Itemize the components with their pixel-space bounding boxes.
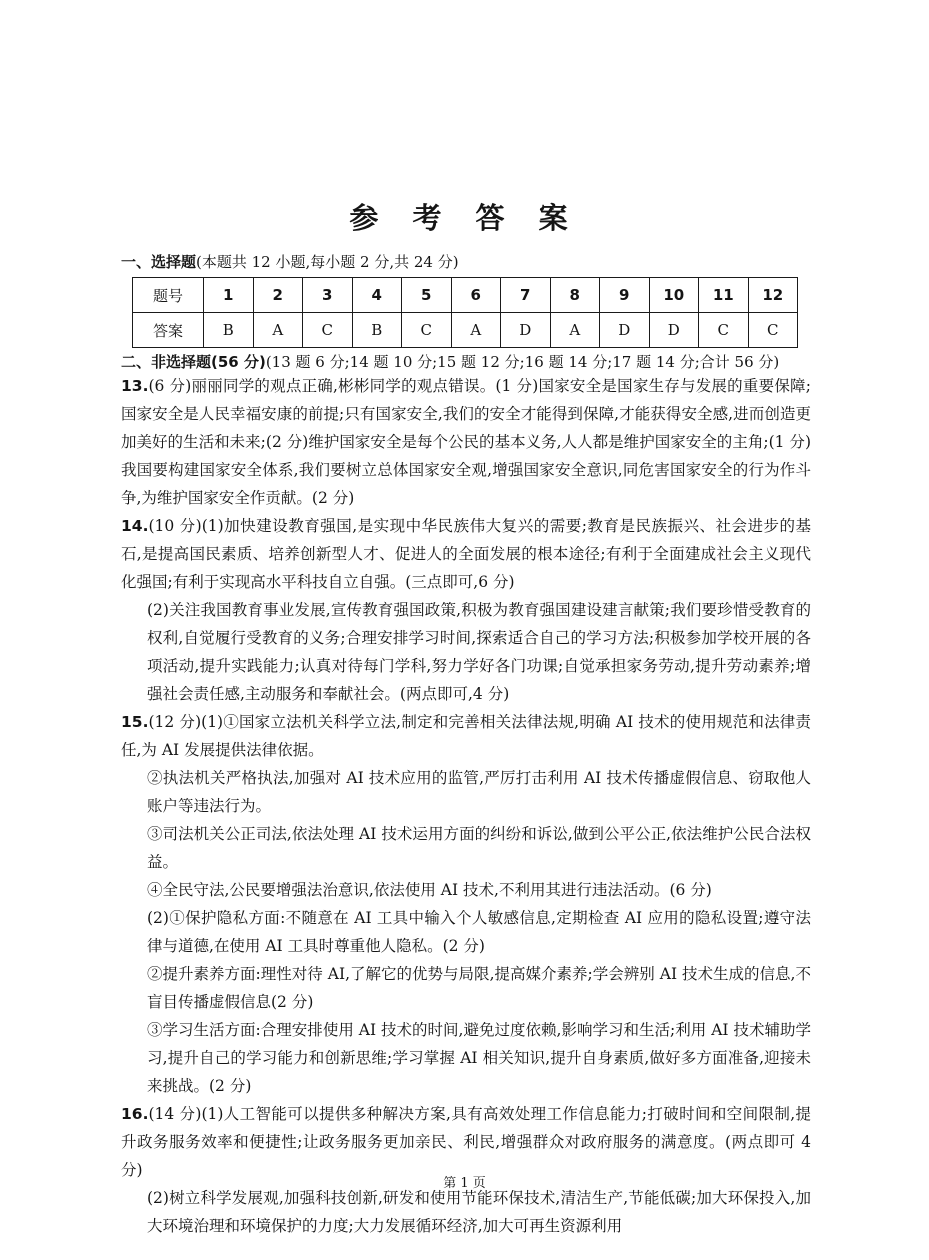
answer-sub-paragraph bbox=[121, 596, 811, 708]
answer-text: ②提升素养方面:理性对待 AI,了解它的优势与局限,提高媒介素养;学会辨别 AI 技术生成的信息,不盲目传播虚假信息(2 分) bbox=[147, 965, 811, 1011]
answer-cell: C bbox=[402, 313, 452, 348]
question-number-cell: 12 bbox=[748, 278, 798, 313]
question-answer-paragraph bbox=[121, 512, 811, 596]
answer-sub-paragraph bbox=[121, 960, 811, 1016]
answer-text: ④全民守法,公民要增强法治意识,依法使用 AI 技术,不利用其进行违法活动。(6 分) bbox=[147, 881, 712, 899]
question-number-cell: 7 bbox=[501, 278, 551, 313]
answer-cell: D bbox=[600, 313, 650, 348]
question-number: 14. bbox=[121, 517, 149, 535]
answer-cell: A bbox=[451, 313, 501, 348]
answer-sub-paragraph bbox=[121, 876, 811, 904]
question-number: 16. bbox=[121, 1105, 149, 1123]
answer-text: (12 分)(1)①国家立法机关科学立法,制定和完善相关法律法规,明确 AI 技术的使用规范和法律责任,为 AI 发展提供法律依据。 bbox=[121, 713, 811, 759]
answer-sub-paragraph bbox=[121, 820, 811, 876]
answer-body bbox=[121, 372, 811, 1240]
answer-cell: B bbox=[352, 313, 402, 348]
answer-row bbox=[133, 313, 798, 348]
question-number-cell: 8 bbox=[550, 278, 600, 313]
answer-table bbox=[132, 277, 798, 348]
question-number-row bbox=[133, 278, 798, 313]
answer-cell: D bbox=[501, 313, 551, 348]
section-2-heading bbox=[121, 351, 779, 372]
question-number-cell: 9 bbox=[600, 278, 650, 313]
page-number: 第 1 页 bbox=[443, 1176, 486, 1191]
question-number-cell: 2 bbox=[253, 278, 303, 313]
question-answer-paragraph bbox=[121, 708, 811, 764]
section-1-note: (本题共 12 小题,每小题 2 分,共 24 分) bbox=[196, 253, 459, 271]
answer-cell: B bbox=[204, 313, 254, 348]
row-label-number: 题号 bbox=[133, 278, 204, 313]
question-number-cell: 11 bbox=[699, 278, 749, 313]
question-number-cell: 5 bbox=[402, 278, 452, 313]
question-number-cell: 3 bbox=[303, 278, 353, 313]
row-label-answer: 答案 bbox=[133, 313, 204, 348]
answer-cell: C bbox=[748, 313, 798, 348]
question-number: 15. bbox=[121, 713, 149, 731]
answer-sub-paragraph bbox=[121, 1184, 811, 1240]
answer-cell: C bbox=[303, 313, 353, 348]
answer-sub-paragraph bbox=[121, 904, 811, 960]
section-1-title: 一、选择题 bbox=[121, 253, 197, 271]
answer-sub-paragraph bbox=[121, 1016, 811, 1100]
page-title: 参 考 答 案 bbox=[349, 201, 580, 235]
question-number-cell: 10 bbox=[649, 278, 699, 313]
answer-text: ②执法机关严格执法,加强对 AI 技术应用的监管,严厉打击利用 AI 技术传播虚假信息、窃取他人账户等违法行为。 bbox=[147, 769, 811, 815]
answer-text: ③司法机关公正司法,依法处理 AI 技术运用方面的纠纷和诉讼,做到公平公正,依法维护公民合法权益。 bbox=[147, 825, 811, 871]
answer-text: (2)①保护隐私方面:不随意在 AI 工具中输入个人敏感信息,定期检查 AI 应用的隐私设置;遵守法律与道德,在使用 AI 工具时尊重他人隐私。(2 分) bbox=[147, 909, 811, 955]
answer-text: ③学习生活方面:合理安排使用 AI 技术的时间,避免过度依赖,影响学习和生活;利用 AI 技术辅助学习,提升自己的学习能力和创新思维;学习掌握 AI 相关知识,提升自身素质,做好多方面准备,迎接未来挑战。(2 分) bbox=[147, 1021, 811, 1095]
answer-cell: D bbox=[649, 313, 699, 348]
answer-cell: A bbox=[253, 313, 303, 348]
answer-cell: A bbox=[550, 313, 600, 348]
answer-text: (2)树立科学发展观,加强科技创新,研发和使用节能环保技术,清洁生产,节能低碳;加大环保投入,加大环境治理和环境保护的力度;大力发展循环经济,加大可再生资源利用 bbox=[147, 1189, 811, 1235]
question-answer-paragraph bbox=[121, 372, 811, 512]
question-number-cell: 4 bbox=[352, 278, 402, 313]
section-1-heading bbox=[121, 251, 459, 272]
answer-text: (14 分)(1)人工智能可以提供多种解决方案,具有高效处理工作信息能力;打破时间和空间限制,提升政务服务效率和便捷性;让政务服务更加亲民、利民,增强群众对政府服务的满意度。(两点即可 4 分) bbox=[121, 1105, 811, 1179]
question-number-cell: 6 bbox=[451, 278, 501, 313]
section-2-note: (13 题 6 分;14 题 10 分;15 题 12 分;16 题 14 分;17 题 14 分;合计 56 分) bbox=[265, 353, 780, 371]
question-number: 13. bbox=[121, 377, 149, 395]
answer-sub-paragraph bbox=[121, 764, 811, 820]
answer-text: (10 分)(1)加快建设教育强国,是实现中华民族伟大复兴的需要;教育是民族振兴、社会进步的基石,是提高国民素质、培养创新型人才、促进人的全面发展的根本途径;有利于全面建成社会主义现代化强国;有利于实现高水平科技自立自强。(三点即可,6 分) bbox=[121, 517, 811, 591]
section-2-title: 二、非选择题(56 分) bbox=[121, 353, 266, 371]
answer-text: (6 分)丽丽同学的观点正确,彬彬同学的观点错误。(1 分)国家安全是国家生存与发展的重要保障;国家安全是人民幸福安康的前提;只有国家安全,我们的安全才能得到保障,才能获得安全感,进而创造更加美好的生活和未来;(2 分)维护国家安全是每个公民的基本义务,人人都是维护国家安全的主角;(1 分)我国要构建国家安全体系,我们要树立总体国家安全观,增强国家安全意识,同危害国家安全的行为作斗争,为维护国家安全作贡献。(2 分) bbox=[121, 377, 811, 507]
answer-cell: C bbox=[699, 313, 749, 348]
answer-text: (2)关注我国教育事业发展,宣传教育强国政策,积极为教育强国建设建言献策;我们要珍惜受教育的权利,自觉履行受教育的义务;合理安排学习时间,探索适合自己的学习方法;积极参加学校开展的各项活动,提升实践能力;认真对待每门学科,努力学好各门功课;自觉承担家务劳动,提升劳动素养;增强社会责任感,主动服务和奉献社会。(两点即可,4 分) bbox=[147, 601, 811, 703]
question-number-cell: 1 bbox=[204, 278, 254, 313]
